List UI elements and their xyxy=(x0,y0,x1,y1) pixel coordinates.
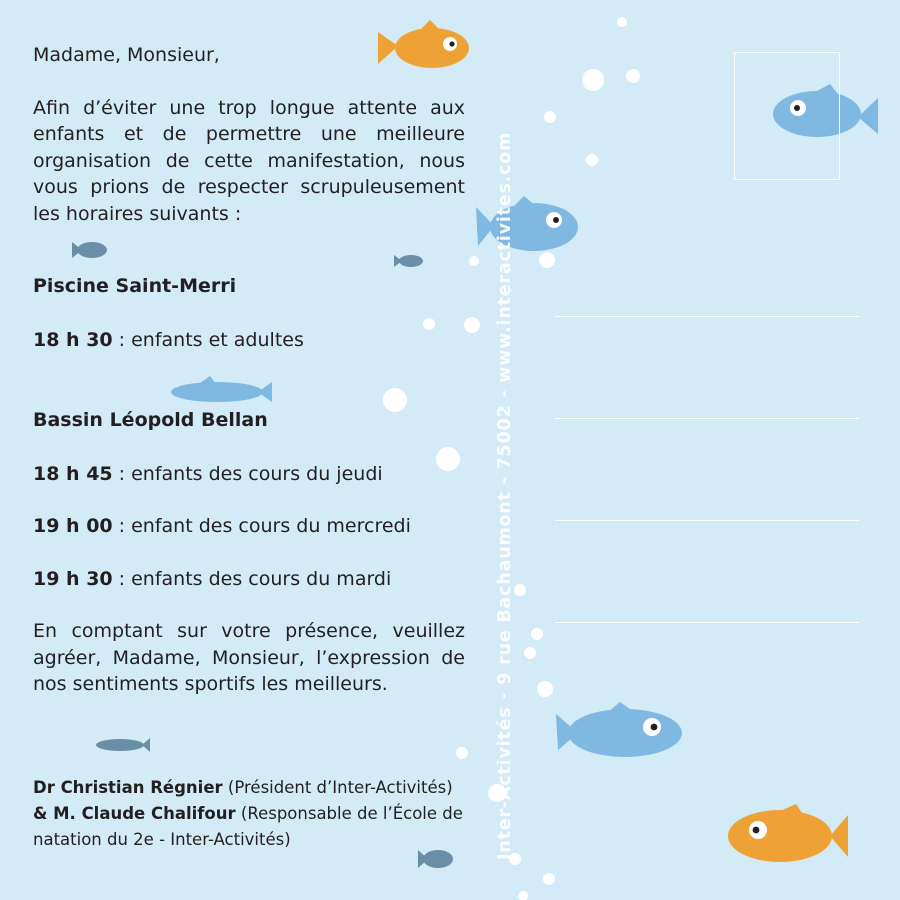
blue-fish-icon xyxy=(556,702,682,757)
schedule-time: 19 h 30 xyxy=(33,567,113,590)
address-line xyxy=(555,418,859,419)
schedule-line xyxy=(33,461,465,488)
schedule-time: 18 h 45 xyxy=(33,462,113,485)
schedule-line xyxy=(33,566,465,593)
address-line xyxy=(555,520,859,521)
signature-block xyxy=(33,775,473,853)
schedule-desc: : enfants des cours du jeudi xyxy=(112,462,383,485)
address-line xyxy=(555,622,859,623)
signatory-role: (Responsable de l’École de natation du 2e - Inter-Activités) xyxy=(33,804,463,849)
grey-fish-icon xyxy=(96,738,150,752)
stamp-box xyxy=(734,52,840,180)
schedule-line xyxy=(33,327,465,354)
schedule-time: 19 h 00 xyxy=(33,515,113,537)
schedule-desc: : enfants des cours du mardi xyxy=(112,567,392,590)
venue-heading: Piscine Saint-Merri xyxy=(33,275,237,297)
schedule-line xyxy=(33,513,465,540)
venue-heading: Bassin Léopold Bellan xyxy=(33,409,268,431)
letter-body xyxy=(33,42,465,698)
signatory-name: Dr Christian Régnier xyxy=(33,778,223,797)
closing-paragraph: En comptant sur votre présence, veuillez agréer, Madame, Monsieur, l’expression de nos sentiments sportifs les meilleurs. xyxy=(33,620,465,695)
sender-address-vertical: Inter-Activités - 9 rue Bachaumont - 75002 - www.interactivites.com xyxy=(495,131,515,860)
address-line xyxy=(555,316,859,317)
greeting: Madame, Monsieur, xyxy=(33,44,220,66)
signatory-role: (Président d’Inter-Activités) xyxy=(222,778,453,797)
blue-fish-icon xyxy=(476,196,578,251)
intro-paragraph: Afin d’éviter une trop longue attente aux enfants et de permettre une meilleure organisation de cette manifestation, nous vous prions de respecter scrupuleusement les horaires suivants : xyxy=(33,96,465,225)
schedule-desc: : enfant des cours du mercredi xyxy=(112,515,411,537)
orange-fish-icon xyxy=(728,804,848,862)
schedule-desc: : enfants et adultes xyxy=(112,328,304,351)
schedule-time: 18 h 30 xyxy=(33,328,113,351)
signatory-name: & M. Claude Chalifour xyxy=(33,804,236,823)
